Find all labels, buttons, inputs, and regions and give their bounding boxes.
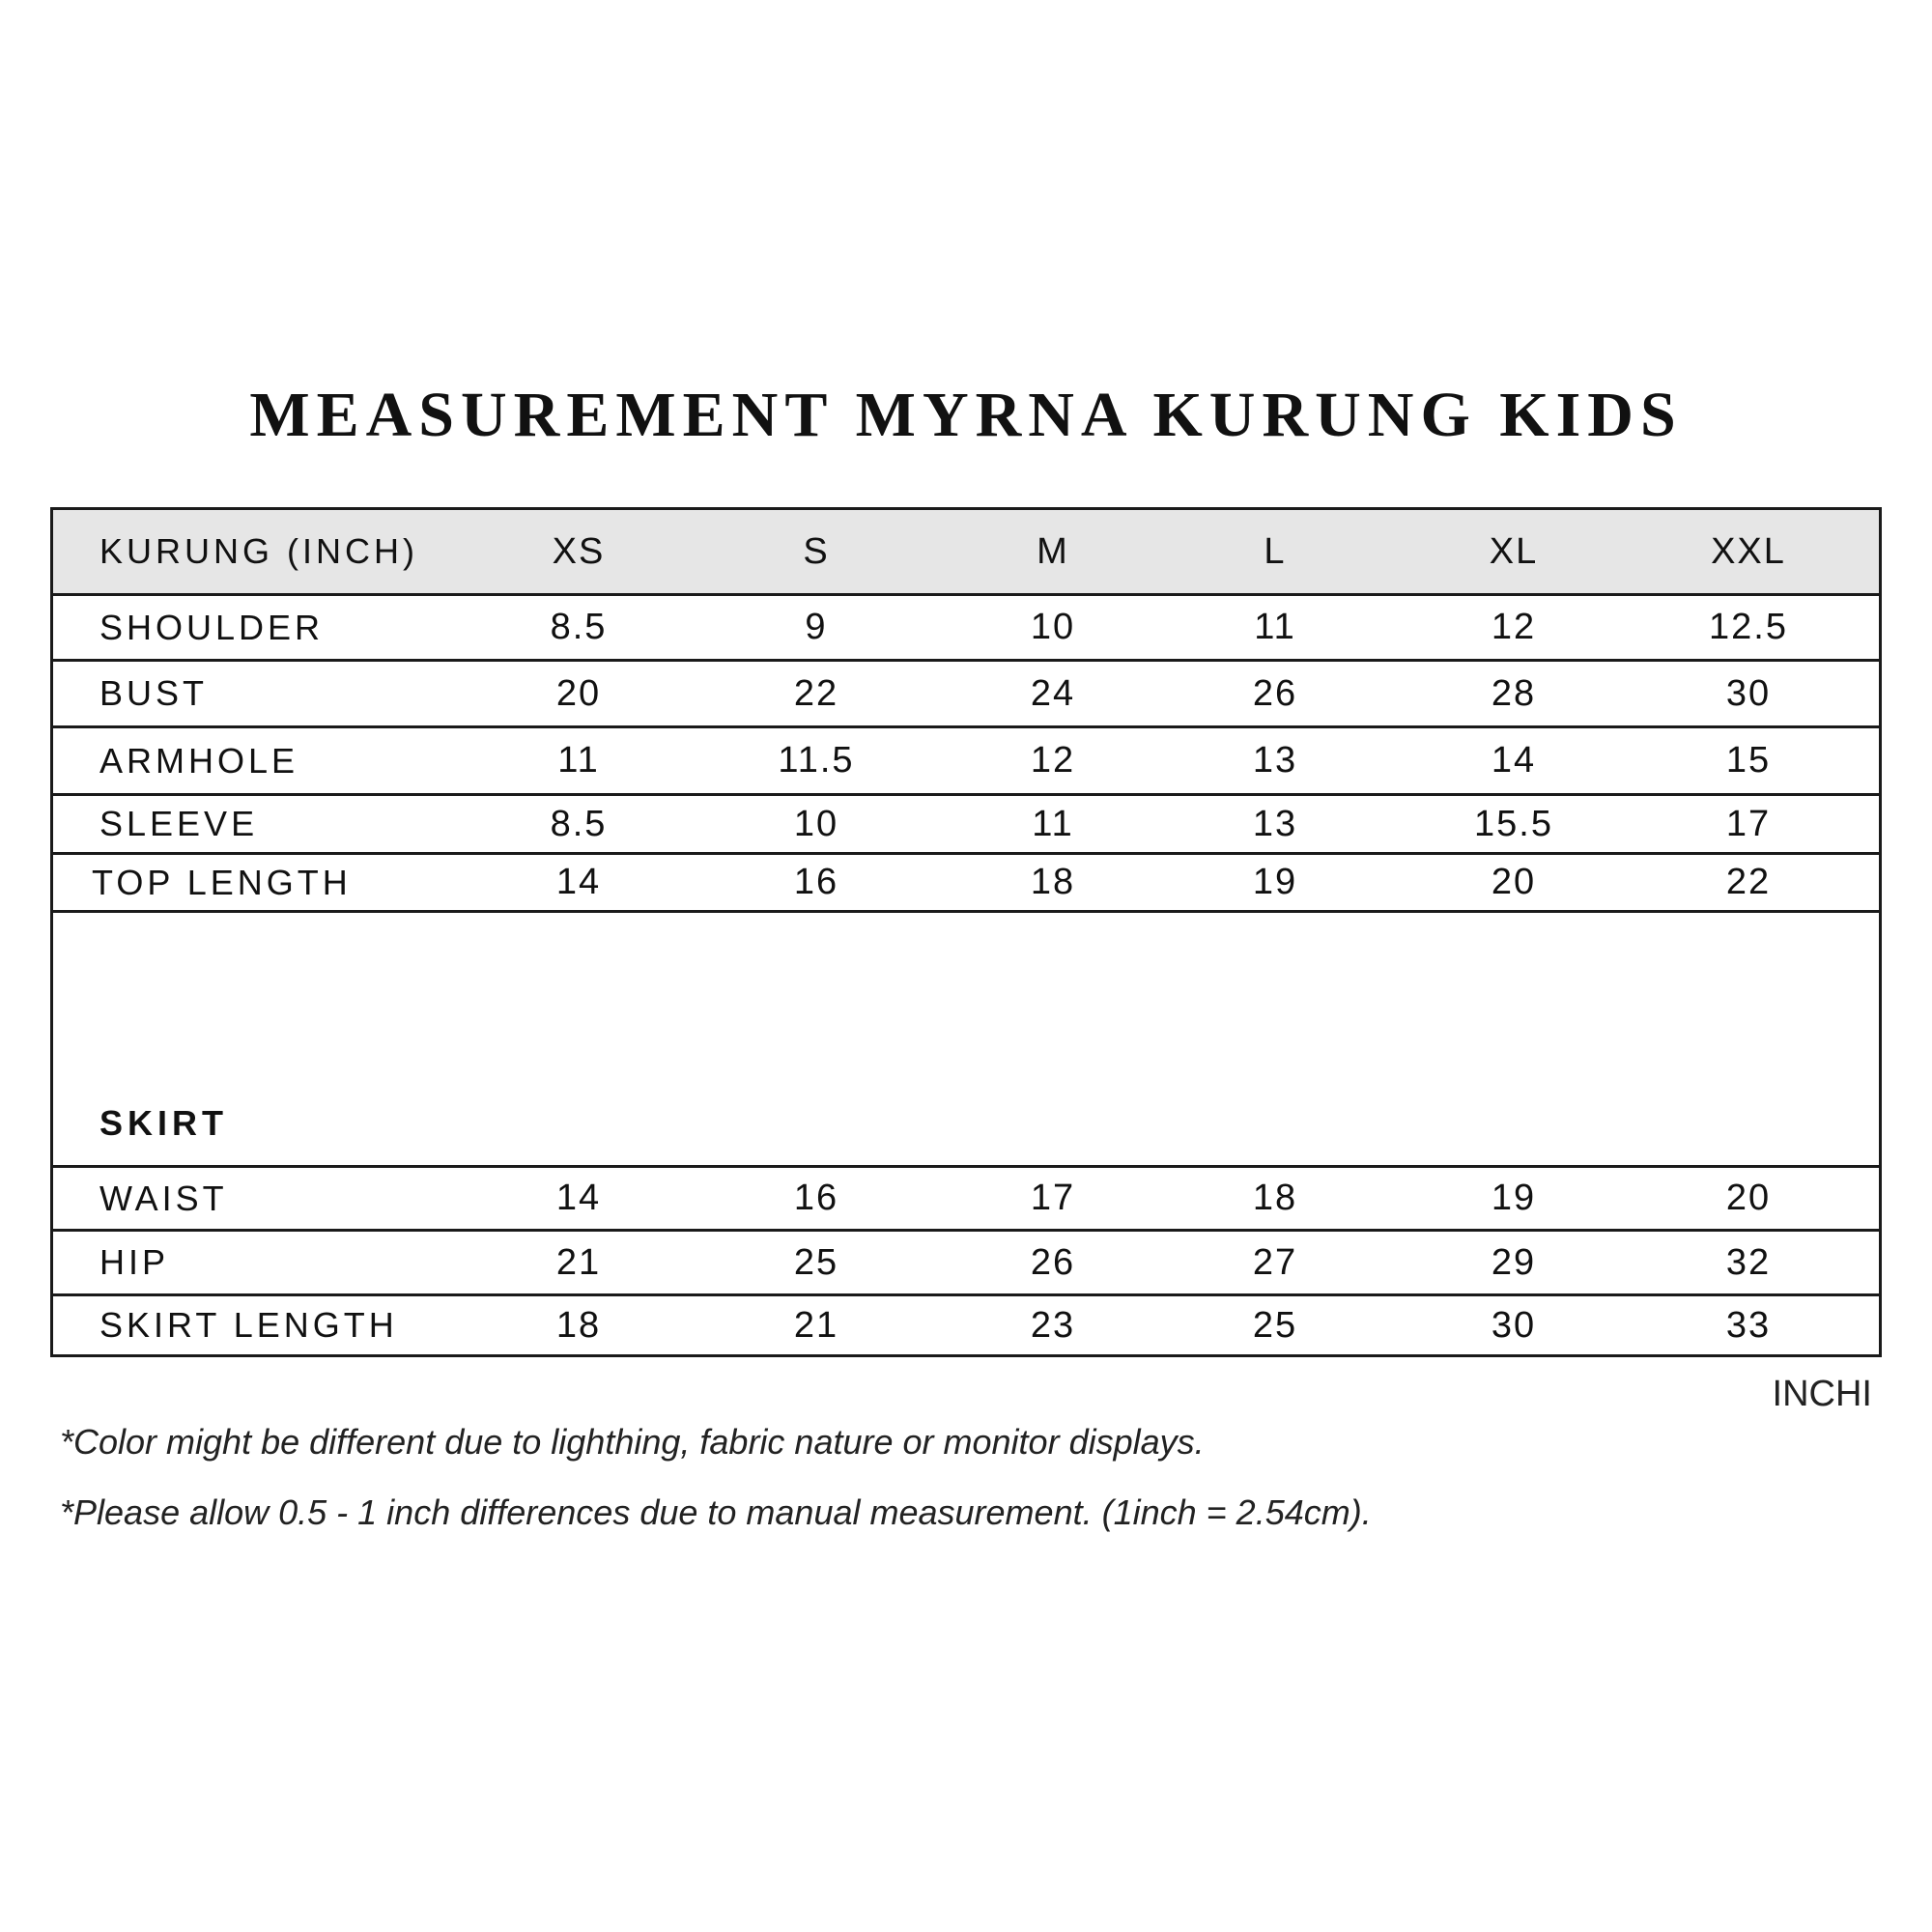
row-label: SHOULDER xyxy=(99,607,325,647)
table-row xyxy=(53,796,1879,855)
table-cell: 25 xyxy=(1252,1304,1298,1346)
table-cell: 28 xyxy=(1491,672,1537,714)
table-cell: 15.5 xyxy=(1474,803,1553,844)
row-label: SLEEVE xyxy=(99,804,259,843)
table-cell: 26 xyxy=(1030,1241,1076,1283)
table-cell: 14 xyxy=(555,862,602,902)
table-cell: 10 xyxy=(793,803,839,844)
table-cell: 23 xyxy=(1030,1304,1076,1346)
table-row xyxy=(53,1296,1879,1354)
row-label: HIP xyxy=(99,1242,170,1282)
table-cell: 20 xyxy=(1491,862,1537,902)
table-cell: 25 xyxy=(793,1241,839,1283)
table-cell: 16 xyxy=(793,1178,839,1218)
table-cell: 22 xyxy=(1725,862,1772,902)
header-size-xs: XS xyxy=(552,530,606,572)
unit-note: INCHI xyxy=(1772,1374,1872,1414)
header-size-m: M xyxy=(1037,530,1069,572)
table-cell: 24 xyxy=(1030,672,1076,714)
table-cell: 18 xyxy=(1030,862,1076,902)
table-header-row xyxy=(53,510,1879,596)
table-cell: 12 xyxy=(1030,740,1076,781)
header-size-xl: XL xyxy=(1489,530,1539,572)
footnote-measurement: *Please allow 0.5 - 1 inch differences due to manual measurement. (1inch = 2.54cm). xyxy=(60,1492,1372,1532)
table-cell: 11 xyxy=(1032,803,1074,844)
section-title-skirt: SKIRT xyxy=(99,1103,228,1143)
table-row xyxy=(53,662,1879,728)
row-label: TOP LENGTH xyxy=(92,862,352,902)
table-cell: 11 xyxy=(557,740,600,781)
table-cell: 29 xyxy=(1491,1241,1537,1283)
table-cell: 26 xyxy=(1252,672,1298,714)
table-cell: 21 xyxy=(793,1304,839,1346)
table-cell: 9 xyxy=(805,607,828,647)
row-label: BUST xyxy=(99,673,209,713)
table-cell: 30 xyxy=(1725,672,1772,714)
header-size-s: S xyxy=(803,530,830,572)
table-cell: 11 xyxy=(1254,607,1296,647)
table-cell: 13 xyxy=(1252,803,1298,844)
table-cell: 13 xyxy=(1252,740,1298,781)
table-cell: 19 xyxy=(1252,862,1298,902)
table-cell: 18 xyxy=(1252,1178,1298,1218)
table-cell: 11.5 xyxy=(778,740,855,781)
page-title: MEASUREMENT MYRNA KURUNG KIDS xyxy=(249,380,1683,450)
table-cell: 21 xyxy=(555,1241,602,1283)
table-cell: 12.5 xyxy=(1709,607,1788,647)
footnote-color: *Color might be different due to lighthing, fabric nature or monitor displays. xyxy=(60,1422,1205,1462)
table-cell: 14 xyxy=(555,1178,602,1218)
table-row xyxy=(53,728,1879,796)
table-cell: 17 xyxy=(1725,803,1772,844)
table-cell: 32 xyxy=(1725,1241,1772,1283)
header-size-l: L xyxy=(1264,530,1287,572)
table-cell: 10 xyxy=(1030,607,1076,647)
table-cell: 22 xyxy=(793,672,839,714)
header-label: KURUNG (INCH) xyxy=(99,531,418,571)
table-cell: 12 xyxy=(1491,607,1537,647)
table-cell: 17 xyxy=(1030,1178,1076,1218)
table-cell: 8.5 xyxy=(550,803,608,844)
table-cell: 15 xyxy=(1725,740,1772,781)
table-cell: 20 xyxy=(555,672,602,714)
table-row xyxy=(53,1232,1879,1296)
table-cell: 8.5 xyxy=(550,607,608,647)
row-label: SKIRT LENGTH xyxy=(99,1305,398,1345)
row-label: WAIST xyxy=(99,1178,228,1218)
skirt-section-header xyxy=(53,913,1879,1168)
table-row xyxy=(53,596,1879,662)
table-row xyxy=(53,855,1879,913)
size-chart-table xyxy=(50,507,1882,1357)
table-cell: 20 xyxy=(1725,1178,1772,1218)
row-label: ARMHOLE xyxy=(99,740,299,781)
table-cell: 30 xyxy=(1491,1304,1537,1346)
table-cell: 33 xyxy=(1725,1304,1772,1346)
table-cell: 16 xyxy=(793,862,839,902)
header-size-xxl: XXL xyxy=(1711,530,1786,572)
table-cell: 18 xyxy=(555,1304,602,1346)
table-cell: 19 xyxy=(1491,1178,1537,1218)
table-row xyxy=(53,1168,1879,1232)
table-cell: 14 xyxy=(1491,740,1537,781)
table-cell: 27 xyxy=(1252,1241,1298,1283)
